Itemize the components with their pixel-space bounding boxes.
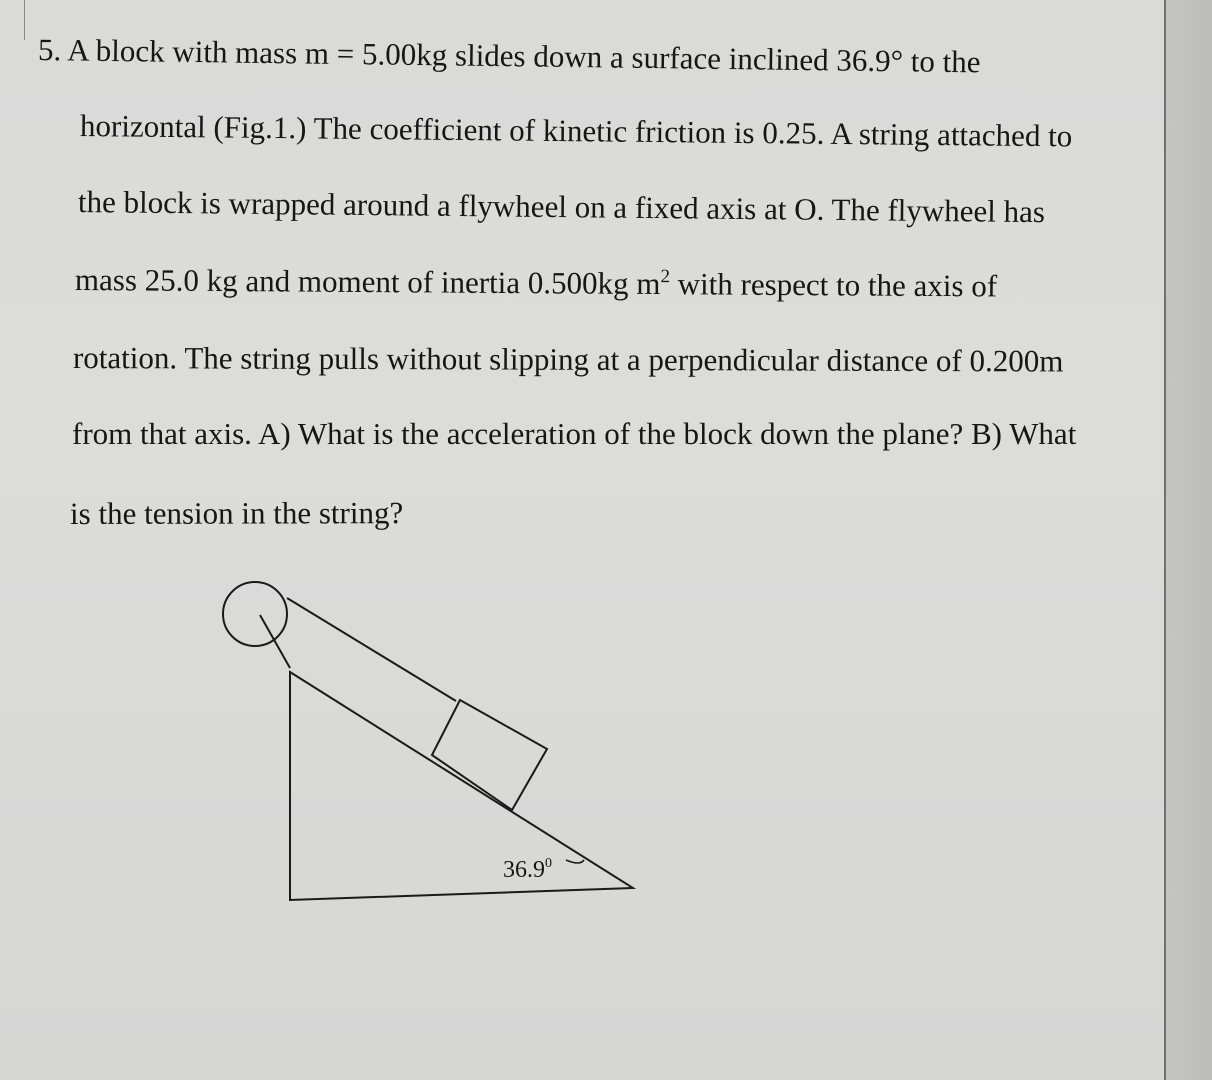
degree-superscript: 0 (545, 856, 552, 871)
angle-value: 36.9 (503, 857, 545, 883)
incline-triangle (290, 672, 633, 900)
problem-line-5: rotation. The string pulls without slipping at a perpendicular distance of 0.200m (72, 340, 1064, 379)
sliding-block (432, 700, 547, 810)
page-edge-shadow (1166, 0, 1212, 1080)
problem-line-3: the block is wrapped around a flywheel on a fixed axis at O. The flywheel has (77, 184, 1046, 230)
problem-number: 5. (37, 32, 62, 68)
problem-line-2: horizontal (Fig.1.) The coefficient of kinetic friction is 0.25. A string attached to (79, 108, 1073, 154)
problem-line-4-text-b: with respect to the axis of (669, 266, 998, 304)
problem-line-4-text-a: mass 25.0 kg and moment of inertia 0.500kg m (74, 262, 661, 302)
squared-superscript: 2 (660, 266, 671, 288)
angle-label (503, 856, 552, 883)
page-right-border (1164, 0, 1166, 1080)
angle-arc (566, 860, 584, 863)
flywheel-circle (223, 582, 287, 646)
problem-line-6: from that axis. A) What is the acceleration of the block down the plane? B) What (72, 416, 1077, 451)
problem-line-7: is the tension in the string? (69, 495, 404, 531)
problem-line-1-text: A block with mass m = 5.00kg slides down a surface inclined 36.9° to the (67, 32, 981, 80)
